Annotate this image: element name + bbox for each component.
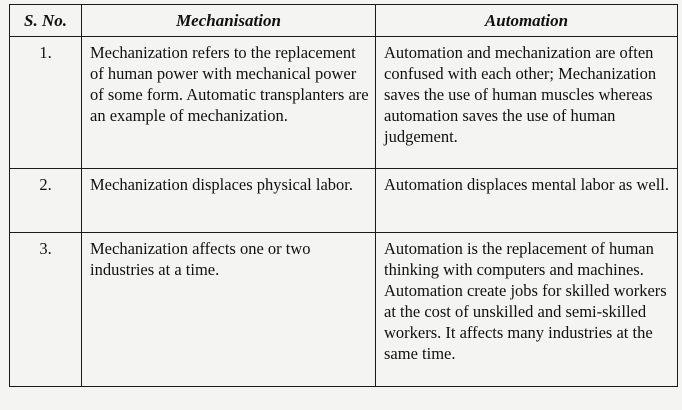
row-number: 2. — [10, 169, 82, 233]
row-number: 1. — [10, 37, 82, 169]
header-sno: S. No. — [10, 5, 82, 37]
header-row — [10, 5, 678, 37]
automation-cell: Automation displaces mental labor as well. — [376, 169, 678, 233]
mechanisation-cell: Mechanization affects one or two industries at a time. — [82, 233, 376, 387]
table-row — [10, 233, 678, 387]
table-body — [10, 37, 678, 387]
header-mechanisation: Mechanisation — [82, 5, 376, 37]
table-row — [10, 169, 678, 233]
mechanisation-cell: Mechanization refers to the replacement of human power with mechanical power of some form. Automatic transplanters are an example of mechanization. — [82, 37, 376, 169]
table-row — [10, 37, 678, 169]
header-automation: Automation — [376, 5, 678, 37]
automation-cell: Automation and mechanization are often confused with each other; Mechanization saves the use of human muscles whereas automation saves the use of human judgement. — [376, 37, 678, 169]
row-number: 3. — [10, 233, 82, 387]
table-header — [10, 5, 678, 37]
comparison-table — [9, 4, 678, 387]
automation-cell: Automation is the replacement of human thinking with computers and machines. Automation create jobs for skilled workers at the cost of unskilled and semi-skilled workers. It affects many industries at the same time. — [376, 233, 678, 387]
mechanisation-cell: Mechanization displaces physical labor. — [82, 169, 376, 233]
